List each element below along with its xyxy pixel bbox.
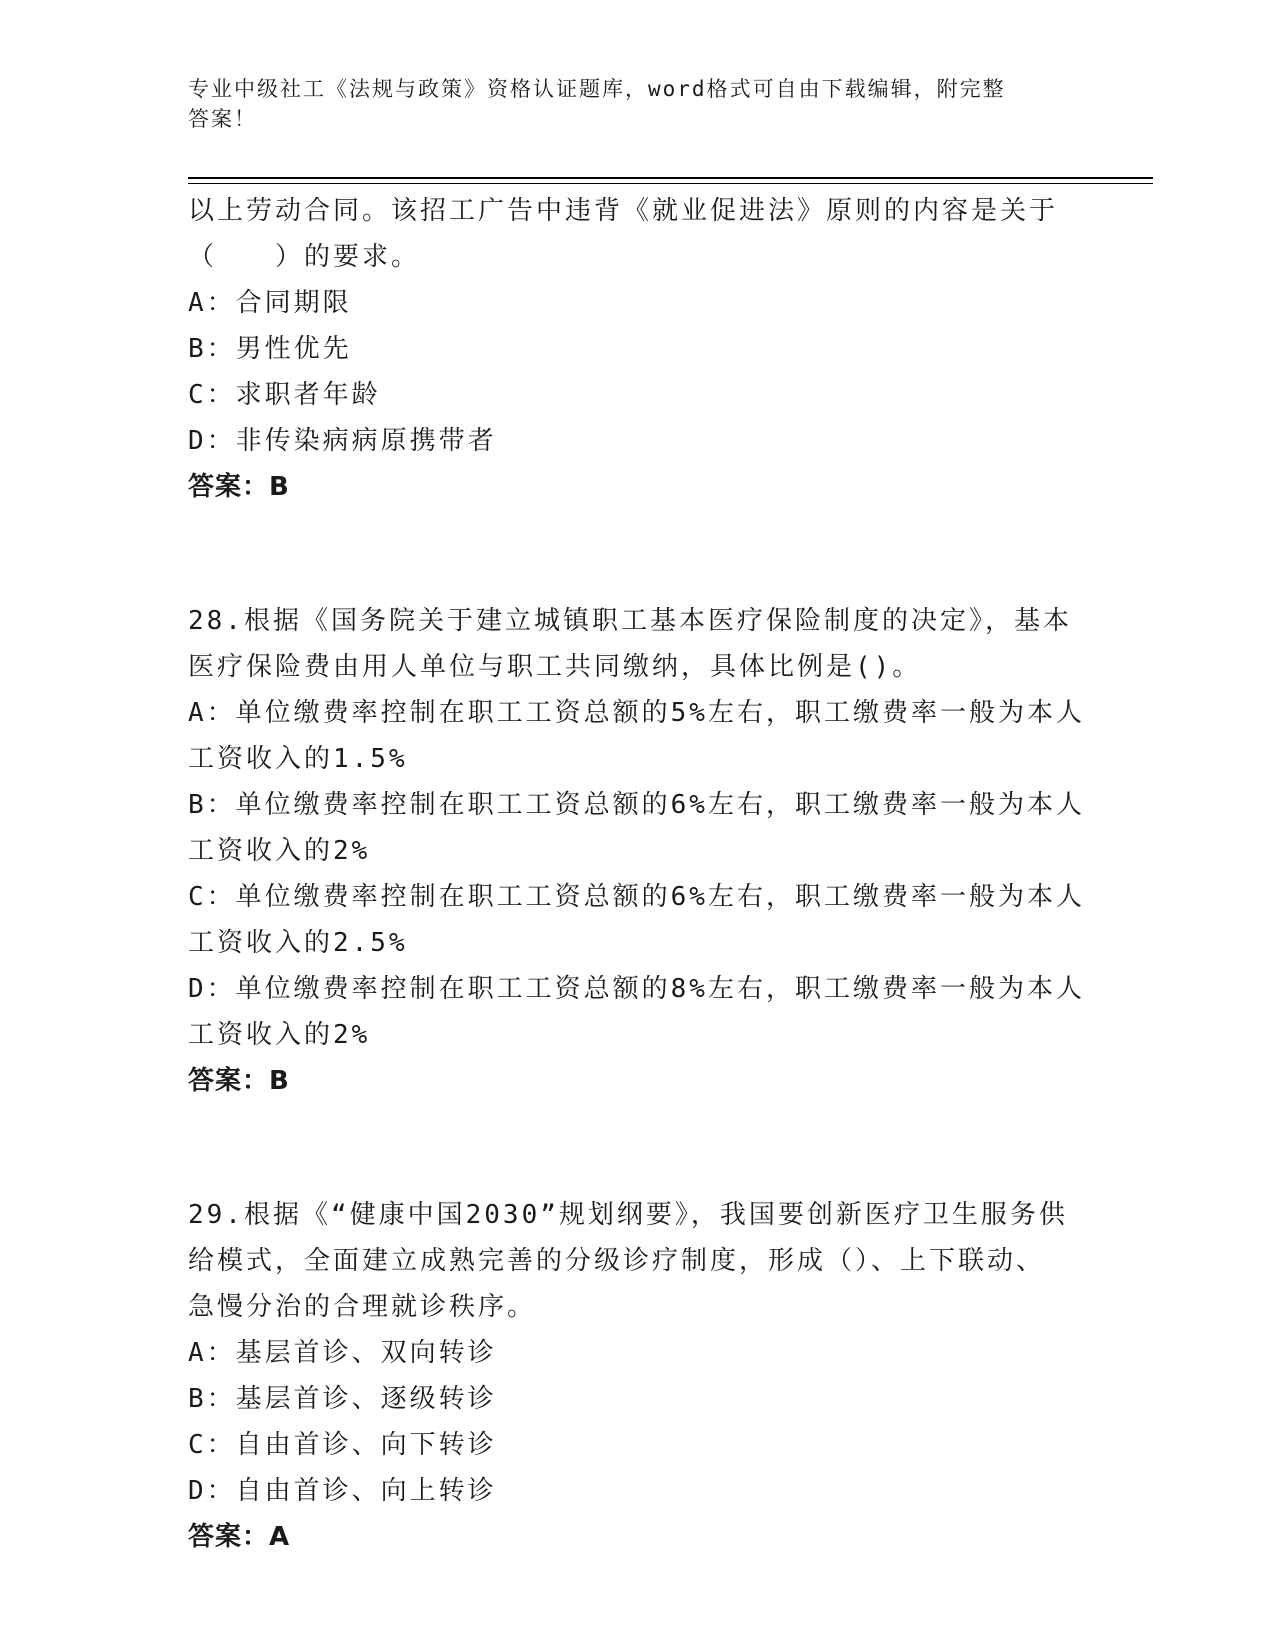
question-27-answer: 答案：B	[188, 472, 290, 502]
question-27-option-c: C：求职者年龄	[188, 380, 381, 410]
question-28-answer: 答案：B	[188, 1066, 290, 1096]
question-28-option-b-line-2: 工资收入的2%	[188, 836, 371, 866]
header-line-2: 答案！	[188, 107, 257, 131]
question-28-option-d-line-2: 工资收入的2%	[188, 1020, 371, 1050]
question-27-stem-line-1: 以上劳动合同。该招工广告中违背《就业促进法》原则的内容是关于	[188, 196, 1059, 226]
question-29-option-c: C：自由首诊、向下转诊	[188, 1430, 497, 1460]
question-29	[188, 1192, 1088, 1560]
question-28-option-c-line-2: 工资收入的2.5%	[188, 928, 408, 958]
question-28-stem-line-2: 医疗保险费由用人单位与职工共同缴纳，具体比例是()。	[188, 652, 922, 682]
question-28-option-b-line-1: B：单位缴费率控制在职工工资总额的6%左右，职工缴费率一般为本人	[188, 790, 1085, 820]
question-content	[188, 188, 1088, 1560]
question-27	[188, 188, 1088, 510]
question-27-option-b: B：男性优先	[188, 334, 352, 364]
question-28-option-d-line-1: D：单位缴费率控制在职工工资总额的8%左右，职工缴费率一般为本人	[188, 974, 1085, 1004]
question-29-stem-line-2: 给模式，全面建立成熟完善的分级诊疗制度，形成（）、上下联动、	[188, 1246, 1046, 1276]
header-divider-thin	[188, 183, 1153, 184]
question-29-stem-line-3: 急慢分治的合理就诊秩序。	[188, 1292, 537, 1322]
question-28-stem-line-1: 28.根据《国务院关于建立城镇职工基本医疗保险制度的决定》，基本	[188, 606, 1072, 636]
question-28-option-a-line-1: A：单位缴费率控制在职工工资总额的5%左右，职工缴费率一般为本人	[188, 698, 1085, 728]
question-29-option-d: D：自由首诊、向上转诊	[188, 1476, 497, 1506]
question-spacer	[188, 510, 1088, 598]
question-27-option-a: A：合同期限	[188, 288, 352, 318]
question-27-stem-line-2: （ ）的要求。	[188, 242, 421, 272]
question-29-answer: 答案：A	[188, 1522, 291, 1552]
question-29-option-b: B：基层首诊、逐级转诊	[188, 1384, 497, 1414]
document-header	[188, 74, 1088, 134]
header-divider-thick	[188, 177, 1153, 179]
question-27-option-d: D：非传染病病原携带者	[188, 426, 497, 456]
header-line-1: 专业中级社工《法规与政策》资格认证题库，word格式可自由下载编辑，附完整	[188, 77, 1006, 101]
question-28-option-c-line-1: C：单位缴费率控制在职工工资总额的6%左右，职工缴费率一般为本人	[188, 882, 1085, 912]
question-28-option-a-line-2: 工资收入的1.5%	[188, 744, 408, 774]
question-28	[188, 598, 1088, 1104]
question-29-option-a: A：基层首诊、双向转诊	[188, 1338, 497, 1368]
question-spacer	[188, 1104, 1088, 1192]
question-29-stem-line-1: 29.根据《“健康中国2030”规划纲要》，我国要创新医疗卫生服务供	[188, 1200, 1068, 1230]
